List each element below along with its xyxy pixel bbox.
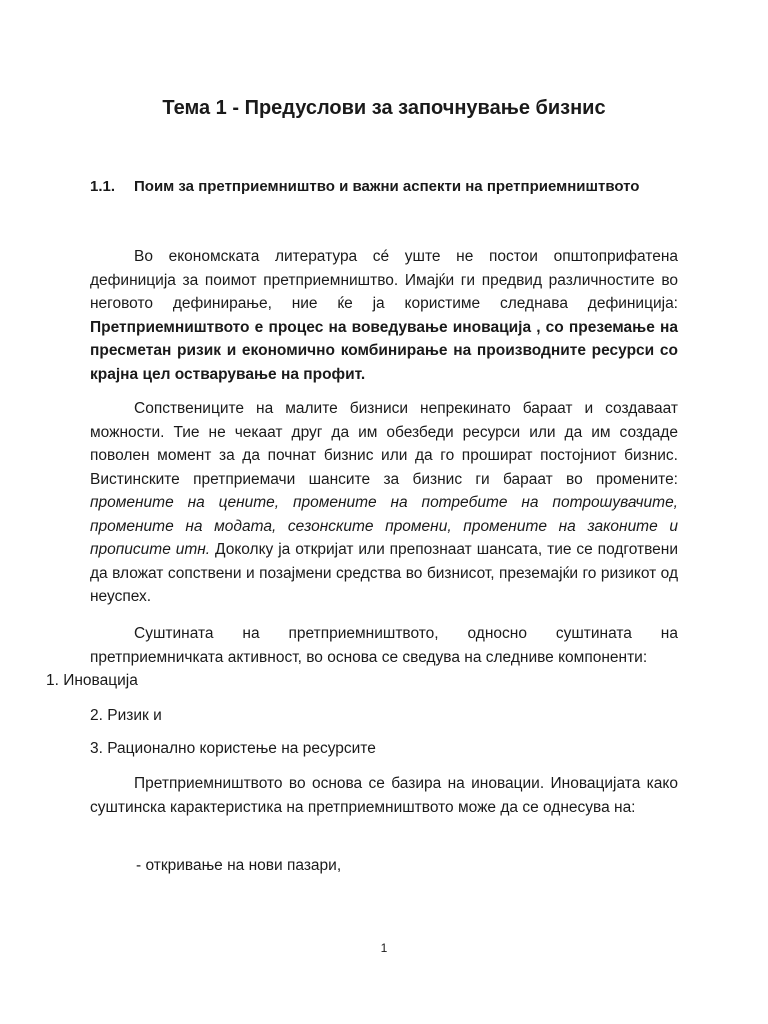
definition-intro-text: Во економската литература сé уште не постои општоприфатена дефиниција за поимот претприемништво. Имајќи ги предвид различностите во неговото дефинирање, ние ќе ја користиме следнава дефиниција: bbox=[90, 248, 678, 312]
paragraph-innovation: Претприемништвото во основа се базира на иновации. Иновацијата како суштинска карактеристика на претприемништвото може да се однесува на: bbox=[90, 775, 678, 816]
opportunities-text-a: Сопствениците на малите бизниси непрекинато бараат и создаваат можности. Тие не чекаат друг да им обезбеди ресурси или да им создаде поволен момент за да почнат бизнис или да го прошират постојниот бизнис. Вистинските претприемачи шансите за бизнис ги бараат во промените: bbox=[90, 400, 678, 488]
opportunities-italic-text: промените на цените, промените на потребите на потрошувачите, промените на модата, сезонските промени, промените на законите и прописите итн. bbox=[90, 494, 678, 558]
paragraph-definition bbox=[90, 245, 678, 386]
section-number: 1.1. bbox=[90, 178, 116, 195]
list-item-risk: 2. Ризик и bbox=[90, 707, 162, 724]
opportunities-text-b: Доколку ја откријат или препознаат шансата, тие се подготвени да вложат сопствени и позајмени средства во бизнисот, преземајќи го ризикот од неуспех. bbox=[90, 541, 678, 605]
section-heading bbox=[90, 176, 639, 198]
document-title: Тема 1 - Предуслови за започнување бизнис bbox=[162, 97, 606, 119]
list-item-innovation: 1. Иновација bbox=[46, 672, 138, 689]
bullet-new-markets: - откривање на нови пазари, bbox=[136, 857, 342, 874]
definition-bold-text: Претприемништвото е процес на воведување иновација , со преземање на пресметан ризик и економично комбинирање на производните ресурси со крајна цел остварување на профит. bbox=[90, 318, 678, 383]
list-item-resources: 3. Рационално користење на ресурсите bbox=[90, 740, 376, 757]
components-text: Суштината на претприемништвото, односно суштината на претприемничката активност, во основа се сведува на следниве компоненти: bbox=[90, 625, 678, 666]
section-title: Поим за претприемништво и важни аспекти на претприемништвото bbox=[134, 178, 640, 195]
paragraph-opportunities bbox=[90, 397, 678, 609]
page-number: 1 bbox=[380, 941, 388, 955]
paragraph-components bbox=[46, 622, 678, 693]
